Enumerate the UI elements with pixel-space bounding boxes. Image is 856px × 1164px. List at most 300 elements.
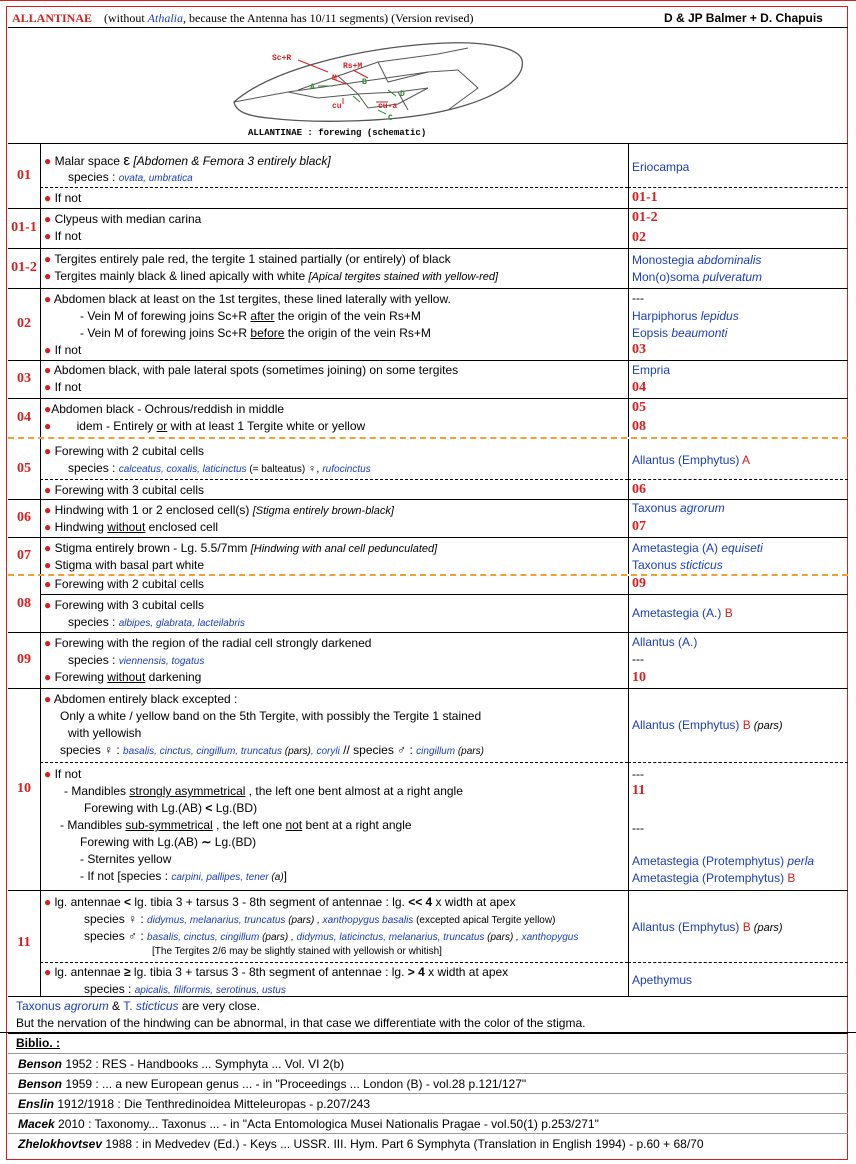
text: Forewing with Lg.(AB): [84, 801, 206, 815]
species-line: [68, 615, 245, 629]
row-results: [628, 248, 848, 288]
row-number: 11: [8, 890, 41, 996]
page-title: ALLANTINAE: [12, 11, 93, 25]
result-b: [632, 270, 762, 284]
result-group: A: [742, 453, 751, 467]
couplet-b: ● If not: [44, 229, 82, 243]
text: enclosed cell: [145, 520, 219, 534]
text: lg. tibia 3 + tarsus 3 - 8th segment of antennae : lg.: [131, 895, 409, 909]
biblio-ref: [8, 1053, 848, 1074]
result-b4: [632, 871, 795, 885]
symbol: <: [205, 801, 213, 815]
species-label: species ♀ :: [84, 912, 148, 926]
row-body: [40, 208, 629, 248]
row-body: [40, 248, 629, 288]
row-number: 04: [8, 398, 41, 437]
divider: [628, 187, 848, 188]
species-list: apicalis, filiformis, serotinus, ustus: [134, 985, 286, 996]
couplet-a2: with yellowish: [68, 726, 142, 740]
divider: [628, 594, 848, 595]
couplet-a: ● Tergites entirely pale red, the tergite 1 stained partially (or entirely) of black: [44, 252, 451, 266]
biblio-ref: [8, 1133, 848, 1156]
couplet-a1: Only a white / yellow band on the 5th Tergite, with possibly the Tergite 1 stained: [60, 709, 482, 723]
couplet-b-text: Stigma with basal part white: [54, 558, 204, 572]
couplet-b: ● If not: [44, 767, 82, 781]
text-underlined: sub-symmetrical: [125, 818, 213, 832]
result-b: 06: [632, 482, 646, 497]
label-b: B: [362, 78, 367, 87]
result-genus: Allantus (Emphytus): [632, 920, 743, 934]
text: ]: [283, 869, 287, 883]
row-results: [628, 360, 848, 398]
biblio-heading: Biblio. :: [16, 1036, 60, 1050]
result-genus: Allantus (Emphytus): [632, 453, 743, 467]
ref-author: Benson: [18, 1057, 63, 1071]
text: Stigma entirely brown - Lg. 5.5/7mm: [54, 541, 248, 555]
authors: D & JP Balmer + D. Chapuis: [664, 11, 823, 25]
text: Forewing: [54, 670, 108, 684]
subtitle-genus: Athalia: [147, 11, 184, 25]
key-row-07: [8, 537, 848, 574]
row-number: 01-2: [8, 248, 41, 288]
text: , the left one: [212, 818, 286, 832]
species-label: species :: [84, 982, 135, 996]
couplet-a: ● Abdomen entirely black excepted :: [44, 692, 238, 706]
species-line-female: [84, 912, 555, 926]
result-a: Allantus (A.): [632, 635, 698, 649]
result-b: 01-1: [632, 190, 658, 205]
species-line-male: [84, 929, 578, 943]
pars: (pars): [750, 720, 783, 732]
result-genus: Monostegia: [632, 253, 698, 267]
result-b: 07: [632, 519, 646, 534]
couplet-b-text: If not: [54, 229, 82, 243]
ref-author: Enslin: [18, 1097, 55, 1111]
couplet-b1b: [84, 801, 257, 815]
text-underlined: not: [285, 818, 303, 832]
text: - Mandibles: [60, 818, 126, 832]
result-species: beaumonti: [671, 326, 728, 340]
result-a2: [632, 326, 727, 340]
key-row-01: [8, 143, 848, 209]
label-cu: cu: [332, 102, 342, 111]
result-b: 08: [632, 419, 646, 434]
forewing-figure: [8, 28, 848, 144]
species-line: species : ovata, umbratica: [68, 170, 193, 184]
key-row-09: [8, 632, 848, 689]
text-underlined: or: [156, 419, 168, 433]
row-body: [40, 576, 629, 632]
result-genus: Ametastegia (A.): [632, 606, 725, 620]
couplet-a-text: Abdomen black at least on the 1st tergites, these lined laterally with yellow.: [53, 292, 451, 306]
text: - If not [species :: [80, 869, 172, 883]
couplet-a-text: Forewing with 2 cubital cells: [54, 444, 204, 458]
result-a: [632, 253, 761, 267]
couplet-a-note: [Hindwing with anal cell pedunculated]: [250, 543, 438, 555]
result-group: B: [742, 718, 751, 732]
species-list: carpini, pallipes, tener: [171, 872, 269, 883]
couplet-b: ● Hindwing without enclosed cell: [44, 520, 219, 534]
couplet-b1: [64, 784, 463, 798]
couplet-a-note: [Stigma entirely brown-black]: [252, 505, 394, 517]
row-body: [40, 288, 629, 360]
pars: (pars): [455, 746, 484, 757]
species-list: calceatus, coxalis, laticinctus: [118, 464, 247, 475]
divider: [628, 762, 848, 763]
row-results: [628, 632, 848, 688]
species-list: , coryli: [310, 746, 340, 757]
divider: [40, 762, 628, 763]
row-results: [628, 208, 848, 248]
row-results: [628, 890, 848, 996]
couplet-b-text: If not: [54, 380, 82, 394]
result-a: [632, 920, 783, 934]
text: with at least 1 Tergite white or yellow: [167, 419, 366, 433]
footnote: [8, 996, 848, 1034]
species-label: species ♀ :: [60, 743, 124, 757]
row-body: [40, 688, 629, 890]
text: lg. antennae: [54, 895, 124, 909]
text: darkening: [145, 670, 202, 684]
result-a: [632, 453, 750, 467]
couplet-b3: - Sternites yellow: [80, 852, 172, 866]
symbol: > 4: [407, 965, 425, 979]
key-row-01-2: [8, 248, 848, 289]
key-row-08: [8, 576, 848, 633]
symbol: ∼: [201, 835, 212, 849]
row-results: [628, 537, 848, 574]
row-results: [628, 288, 848, 360]
couplet-b-note: [Apical tergites stained with yellow-red]: [308, 271, 499, 283]
couplet-a: ● Clypeus with median carina: [44, 212, 202, 226]
ref-author: Macek: [18, 1117, 55, 1131]
divider: [40, 594, 628, 595]
couplet-a: ● Forewing with the region of the radial cell strongly darkened: [44, 636, 372, 650]
result-b3: [632, 854, 814, 868]
row-number: 06: [8, 499, 41, 537]
result-a: Eriocampa: [632, 160, 690, 174]
row-results: [628, 576, 848, 632]
row-number: 07: [8, 537, 41, 574]
text: &: [108, 999, 124, 1013]
genus: T.: [123, 999, 136, 1013]
couplet-b-text: If not: [54, 343, 82, 357]
text: idem - Entirely: [76, 419, 157, 433]
couplet-a-note: [Abdomen & Femora 3 entirely black]: [133, 154, 331, 168]
result-group: B: [724, 606, 733, 620]
result-a: ---: [632, 291, 644, 305]
pars: (pars) ,: [259, 932, 297, 943]
pars: (pars): [282, 746, 311, 757]
couplet-a-text: Malar space: [54, 154, 120, 168]
species-note: [The Tergites 2/6 may be slightly stained with yellowish or whitish]: [152, 946, 442, 957]
row-number: 10: [8, 688, 41, 890]
label-scr: Sc+R: [272, 54, 292, 63]
result-a-dash: ---: [632, 652, 644, 666]
couplet-a: ● Forewing with 2 cubital cells: [44, 577, 204, 591]
label-a: A: [310, 83, 315, 92]
row-body: [40, 398, 629, 437]
key-row-03: [8, 360, 848, 399]
result-b: Apethymus: [632, 973, 693, 987]
text-underlined: without: [107, 520, 146, 534]
row-number: 03: [8, 360, 41, 398]
key-row-11: [8, 890, 848, 997]
label-rsm: Rs+M: [343, 62, 363, 71]
couplet-b-text: If not: [54, 191, 82, 205]
result-b: 10: [632, 670, 646, 685]
ref-text: 1988 : in Medvedev (Ed.) - Keys ... USSR. III. Hym. Part 6 Symphyta (Translation in English 1994) - p.60 + 68/70: [102, 1137, 704, 1151]
key-row-05: [8, 439, 848, 500]
symbol: <: [124, 895, 132, 909]
couplet-b2b: [80, 835, 256, 849]
genus: Taxonus: [16, 999, 65, 1013]
species-list: viennensis, togatus: [118, 656, 205, 667]
key-row-01-1: [8, 208, 848, 249]
result-b: ---: [632, 767, 644, 781]
forewing-schematic: [228, 32, 528, 140]
text: x width at apex: [432, 895, 516, 909]
species-list: ovata, umbratica: [118, 173, 193, 184]
text: , the left one bent almost at a right angle: [245, 784, 463, 798]
couplet-a: ● Hindwing with 1 or 2 enclosed cell(s) [Stigma entirely brown-black]: [44, 503, 394, 517]
text-underlined: after: [250, 309, 275, 323]
result-a: 09: [632, 576, 646, 591]
biblio-title: [8, 1036, 848, 1050]
couplet-b: ● lg. antennae ≥ lg. tibia 3 + tarsus 3 - 8th segment of antennae : lg. > 4 x width at apex: [44, 965, 509, 979]
species-list: basalis, cinctus, cingillum: [147, 932, 260, 943]
result-genus: Taxonus: [632, 501, 681, 515]
page-header: [8, 8, 848, 28]
species-list: xanthopygus: [521, 932, 579, 943]
row-number: 05: [8, 439, 41, 499]
text: - Mandibles: [64, 784, 130, 798]
row-body: [40, 890, 629, 996]
species-label: species :: [68, 653, 119, 667]
result-genus: Taxonus: [632, 558, 681, 572]
row-body: [40, 632, 629, 688]
text: - Vein M of forewing joins Sc+R: [80, 326, 251, 340]
couplet-a: ● Abdomen black at least on the 1st tergites, these lined laterally with yellow.: [44, 292, 451, 306]
species: agrorum: [64, 999, 109, 1013]
footnote-line-2: But the nervation of the hindwing can be abnormal, in that case we differentiate with the color of the stigma.: [16, 1016, 586, 1030]
row-body: [40, 499, 629, 537]
row-body: [40, 439, 629, 499]
species-label: species ♂ :: [84, 929, 148, 943]
text: Lg.(BD): [212, 801, 258, 815]
result-species: agrorum: [680, 501, 725, 515]
label-m: M: [332, 74, 337, 83]
text: Hindwing with 1 or 2 enclosed cell(s): [54, 503, 250, 517]
species-list: didymus, melanarius, truncatus: [147, 915, 286, 926]
couplet-b: ● idem - Entirely or with at least 1 Tergite white or yellow: [44, 419, 366, 433]
pars: (pars) ,: [285, 915, 323, 926]
result-species: perla: [787, 854, 815, 868]
couplet-b4: [80, 869, 287, 883]
text: Forewing with Lg.(AB): [80, 835, 202, 849]
couplet-b: ● Forewing with 3 cubital cells: [44, 483, 204, 497]
row-results: [628, 688, 848, 890]
result-genus: Ametastegia (A): [632, 541, 722, 555]
ref-author: Zhelokhovtsev: [18, 1137, 103, 1151]
result-b2: ---: [632, 821, 644, 835]
text-underlined: strongly asymmetrical: [129, 784, 246, 798]
row-number: 09: [8, 632, 41, 688]
row-results: [628, 143, 848, 208]
species-synonym: (= balteatus): [246, 464, 308, 475]
text-underlined: without: [107, 670, 146, 684]
result-b: 04: [632, 380, 646, 395]
result-species: abdominalis: [697, 253, 762, 267]
result-a: [632, 541, 763, 555]
row-body: [40, 537, 629, 574]
result-a: [632, 501, 725, 515]
species-sex: ♀,: [307, 463, 323, 475]
key-row-06: [8, 499, 848, 538]
couplet-b-text: Forewing with 3 cubital cells: [54, 598, 204, 612]
couplet-a-text: Clypeus with median carina: [54, 212, 202, 226]
key-row-02: [8, 288, 848, 361]
ref-text: 1952 : RES - Handbooks ... Symphyta ... Vol. VI 2(b): [62, 1057, 345, 1071]
couplet-a-text: Abdomen black, with pale lateral spots (sometimes joining) on some tergites: [53, 363, 459, 377]
result-genus: Allantus (Emphytus): [632, 718, 743, 732]
result-genus: Harpiphorus: [632, 309, 701, 323]
result-b: [632, 558, 723, 572]
label-c: C: [388, 114, 393, 123]
result-b: [632, 606, 733, 620]
couplet-b2: [60, 818, 412, 832]
couplet-b: ● If not: [44, 343, 82, 357]
species-note: (excepted apical Tergite yellow): [413, 915, 556, 926]
label-d: D: [400, 90, 405, 99]
separator: [0, 1032, 856, 1033]
result-a: [632, 718, 783, 732]
species-list: xanthopygus basalis: [322, 915, 414, 926]
result-group: B: [742, 920, 751, 934]
row-results: [628, 439, 848, 499]
figure-caption: ALLANTINAE : forewing (schematic): [248, 128, 427, 138]
couplet-b: ● Forewing without darkening: [44, 670, 202, 684]
result-genus: Mon(o)soma: [632, 270, 703, 284]
couplet-a-text: Tergites entirely pale red, the tergite 1 stained partially (or entirely) of black: [54, 252, 451, 266]
result-a: 05: [632, 400, 646, 415]
species-line: [68, 653, 204, 667]
species-list: cingillum: [416, 746, 456, 757]
biblio-ref: [8, 1093, 848, 1114]
couplet-a-text: Abdomen entirely black excepted :: [53, 692, 238, 706]
couplet-a: ● lg. antennae < lg. tibia 3 + tarsus 3 - 8th segment of antennae : lg. << 4 x width at apex: [44, 895, 516, 909]
result-species: sticticus: [680, 558, 723, 572]
couplet-b-text: Forewing with 3 cubital cells: [54, 483, 204, 497]
couplet-b: ● Stigma with basal part white: [44, 558, 204, 572]
text: - Vein M of forewing joins Sc+R: [80, 309, 251, 323]
subtitle-post: , because the Antenna has 10/11 segments) (Version revised): [183, 11, 474, 25]
text-underlined: before: [250, 326, 285, 340]
result-genus: Eopsis: [632, 326, 672, 340]
result-group: B: [787, 871, 796, 885]
couplet-b-text: Tergites mainly black & lined apically with white: [54, 269, 306, 283]
text: x width at apex: [424, 965, 509, 979]
species-label: // species ♂ :: [339, 743, 417, 757]
couplet-a: ●Abdomen black - Ochrous/reddish in middle: [44, 402, 285, 416]
biblio-ref: [8, 1113, 848, 1134]
couplet-a: ● Abdomen black, with pale lateral spots (sometimes joining) on some tergites: [44, 363, 459, 377]
biblio-ref: [8, 1073, 848, 1094]
label-cua: cu-a: [378, 102, 398, 111]
malar-symbol: ε: [123, 152, 130, 169]
couplet-b: ● Forewing with 3 cubital cells: [44, 598, 204, 612]
couplet-a: ● Forewing with 2 cubital cells: [44, 444, 204, 458]
subtitle-pre: (without: [104, 11, 148, 25]
symbol: ≥: [124, 965, 131, 979]
species-line: [60, 743, 484, 757]
species-list: basalis, cinctus, cingillum, truncatus: [123, 746, 282, 757]
couplet-a-text: Forewing with the region of the radial cell strongly darkened: [54, 636, 372, 650]
text: lg. tibia 3 + tarsus 3 - 8th segment of antennae : lg.: [130, 965, 408, 979]
species: sticticus: [135, 999, 179, 1013]
couplet-b: ● If not: [44, 191, 82, 205]
species-label: species :: [68, 615, 119, 629]
result-genus: Ametastegia (Protemphytus): [632, 871, 788, 885]
species-line: [84, 982, 286, 996]
ref-text: 2010 : Taxonomy... Taxonus ... - in "Acta Entomologica Musei Nationalis Pragae - vol.50(1) p.253/271": [54, 1117, 599, 1131]
ref-text: 1959 : ... a new European genus ... - in "Proceedings ... London (B) - vol.28 p.121/127": [62, 1077, 527, 1091]
couplet-b: ● Tergites mainly black & lined apically with white [Apical tergites stained with yellow-red]: [44, 269, 499, 283]
row-number: 08: [8, 576, 41, 632]
result-species: lepidus: [700, 309, 739, 323]
result-species: equiseti: [721, 541, 763, 555]
page-subtitle: [104, 11, 474, 26]
pars: (pars) ,: [484, 932, 522, 943]
species-list: rufocinctus: [322, 464, 371, 475]
text: Lg.(BD): [211, 835, 257, 849]
result-b: 02: [632, 230, 646, 245]
species-label: species :: [68, 461, 119, 475]
result-b1: 11: [632, 783, 646, 798]
row-results: [628, 499, 848, 537]
row-number: 02: [8, 288, 41, 360]
result-a: 01-2: [632, 210, 658, 225]
divider: [40, 479, 628, 480]
divider: [40, 187, 628, 188]
couplet-a: ● Malar space ε [Abdomen & Femora 3 entirely black]: [44, 152, 331, 169]
text: Hindwing: [54, 520, 108, 534]
text: the origin of the vein Rs+M: [274, 309, 421, 323]
ref-text: 1912/1918 : Die Tenthredinoidea Mitteleuropas - p.207/243: [54, 1097, 371, 1111]
text: are very close.: [178, 999, 260, 1013]
species-list: albipes, glabrata, lacteilabris: [118, 618, 245, 629]
couplet-b: ● If not: [44, 380, 82, 394]
row-number: 01-1: [8, 208, 41, 248]
text: the origin of the vein Rs+M: [284, 326, 431, 340]
key-row-10: [8, 688, 848, 891]
species-list: didymus, laticinctus, melanarius, truncatus: [296, 932, 485, 943]
symbol: << 4: [408, 895, 433, 909]
species-line: [68, 461, 371, 475]
text: bent at a right angle: [302, 818, 412, 832]
couplet-a1: [80, 309, 421, 323]
result-genus: Ametastegia (Protemphytus): [632, 854, 788, 868]
key-row-04: [8, 398, 848, 437]
row-results: [628, 398, 848, 437]
ref-author: Benson: [18, 1077, 63, 1091]
result-a1: [632, 309, 739, 323]
divider: [40, 962, 628, 963]
row-body: [40, 360, 629, 398]
result-a: Empria: [632, 363, 671, 377]
couplet-a-text: Forewing with 2 cubital cells: [54, 577, 204, 591]
pars: (a): [268, 872, 284, 883]
